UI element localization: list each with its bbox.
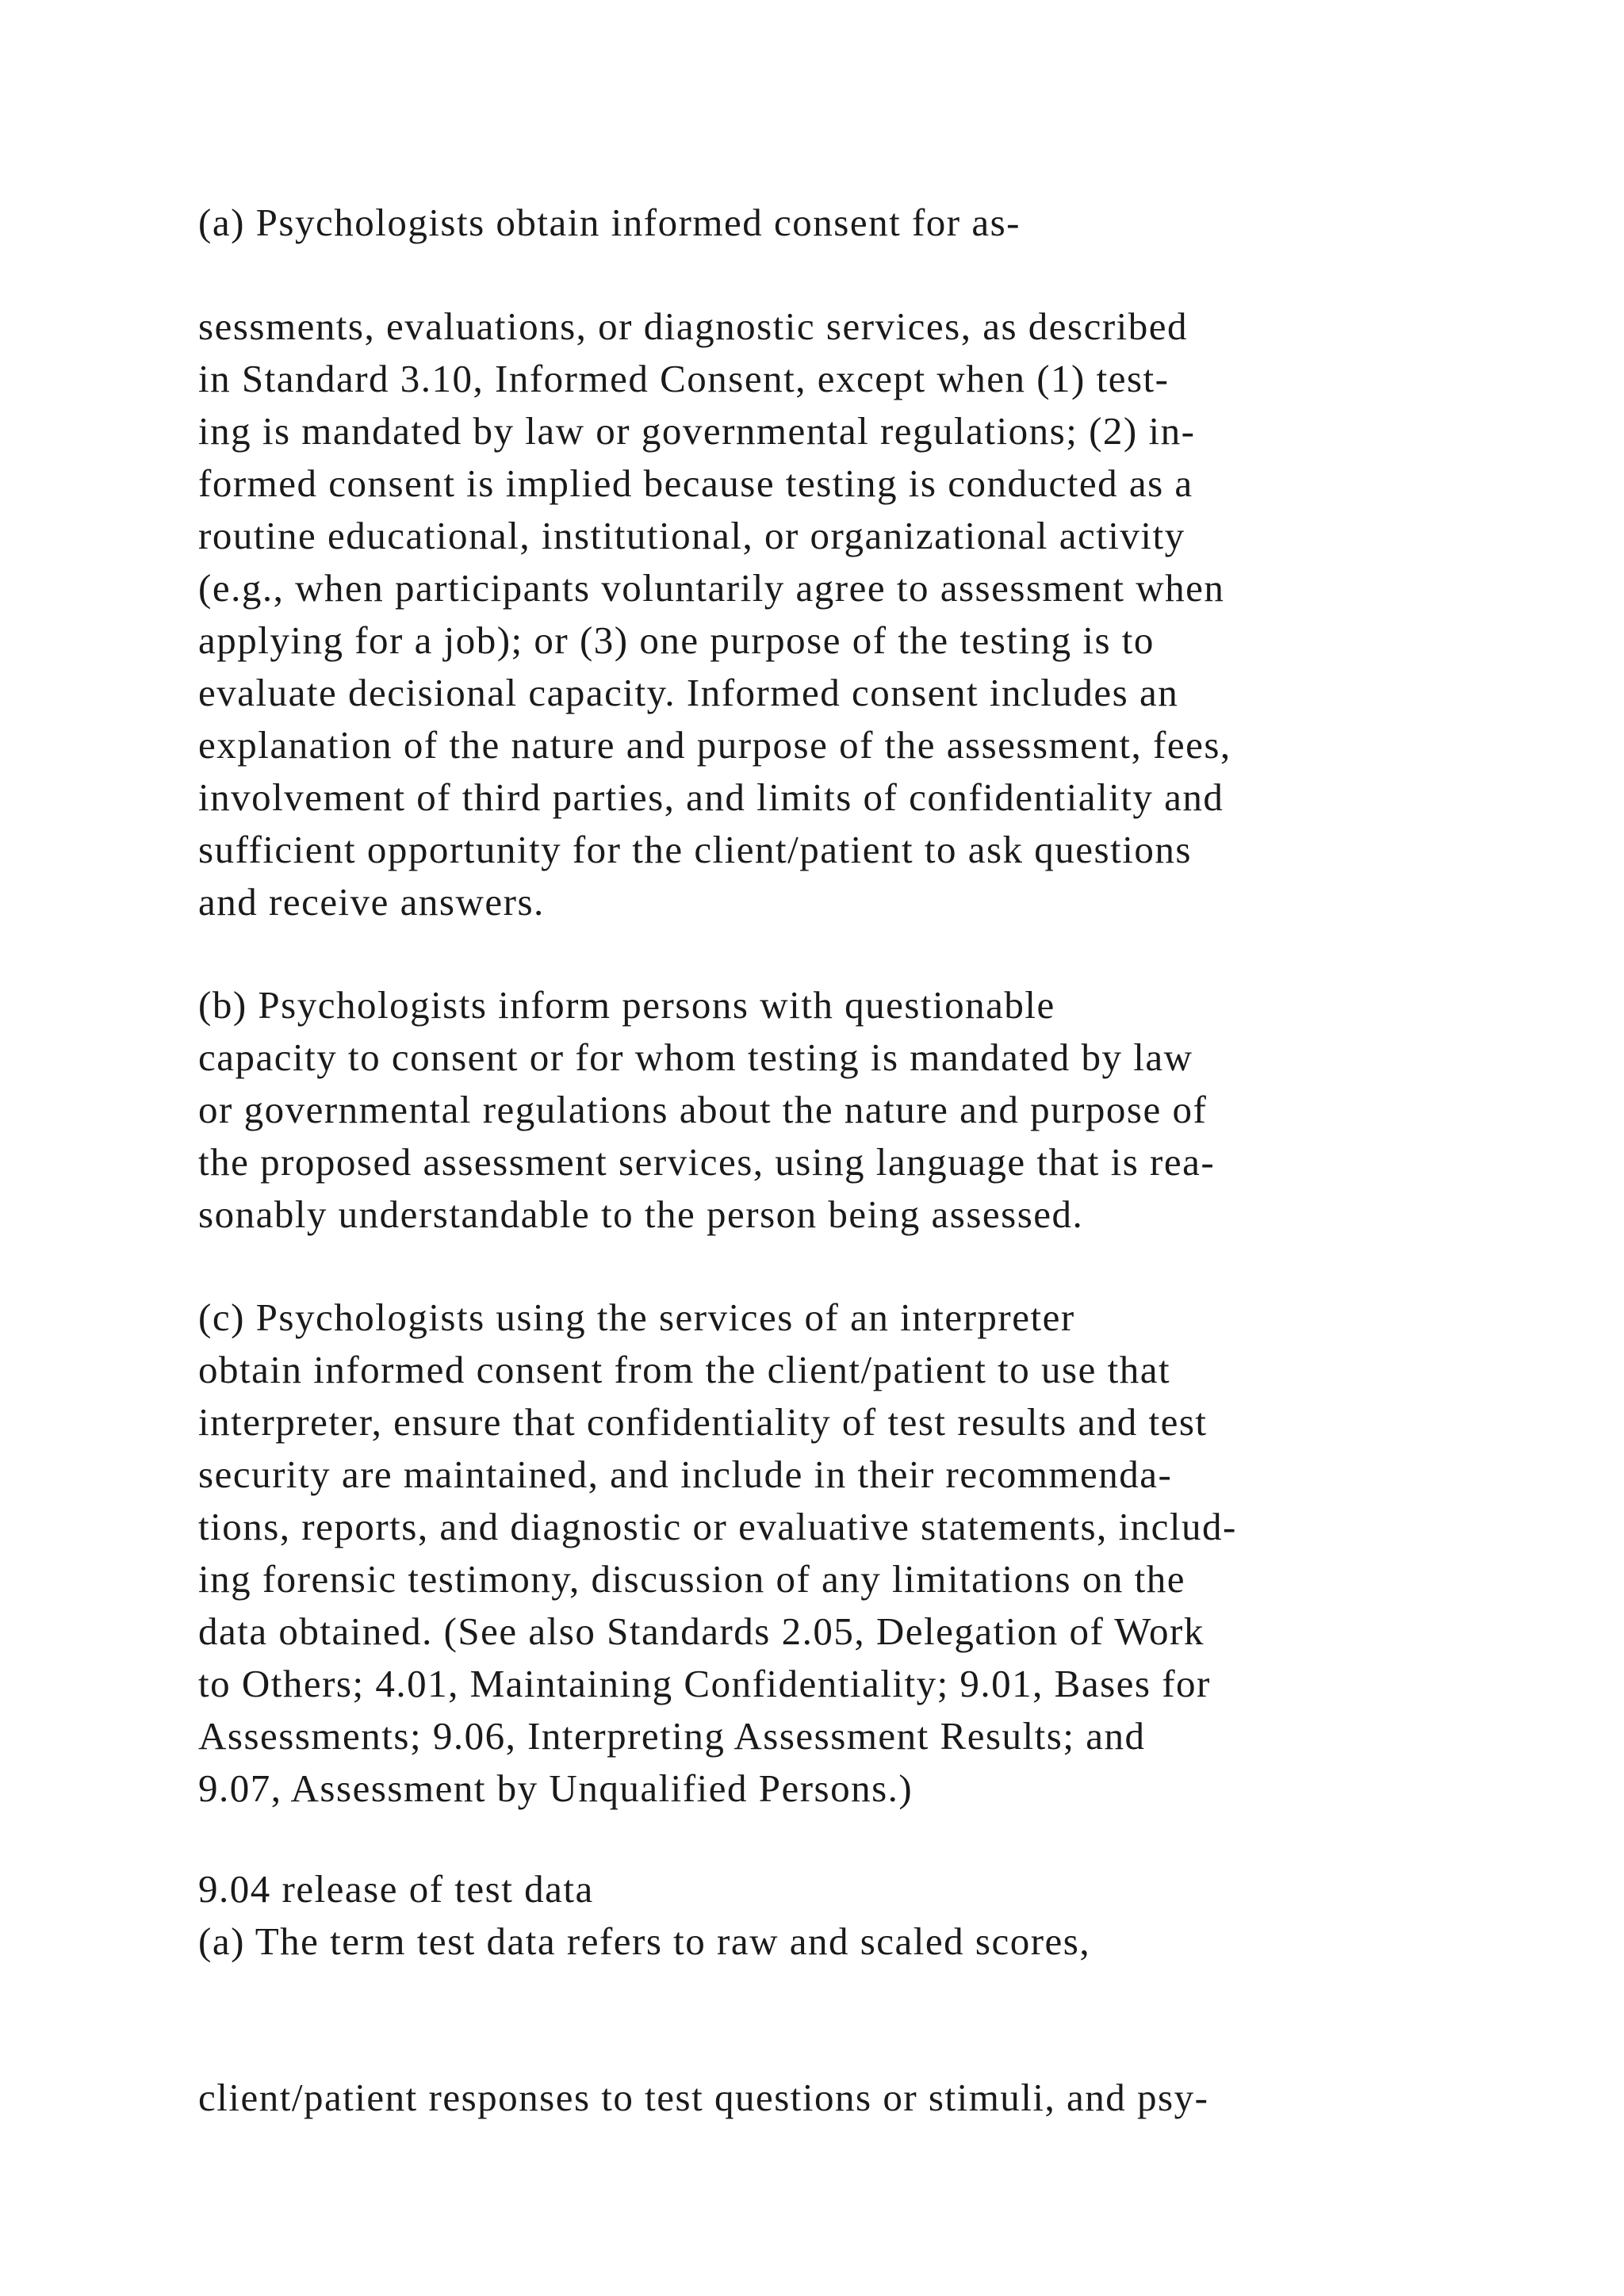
- paragraph-b-line: (b) Psychologists inform persons with questionable: [198, 983, 1055, 1027]
- paragraph-b-line: or governmental regulations about the nature and purpose of: [198, 1088, 1208, 1131]
- paragraph-a-line: ing is mandated by law or governmental regulations; (2) in-: [198, 409, 1196, 453]
- paragraph-a-line: sufficient opportunity for the client/patient to ask questions: [198, 828, 1192, 871]
- paragraph-a-line: formed consent is implied because testing is conducted as a: [198, 461, 1193, 505]
- paragraph-c-line: to Others; 4.01, Maintaining Confidentiality; 9.01, Bases for: [198, 1662, 1211, 1705]
- paragraph-b-line: sonably understandable to the person being assessed.: [198, 1192, 1084, 1236]
- paragraph-c-line: Assessments; 9.06, Interpreting Assessment Results; and: [198, 1714, 1146, 1758]
- section-line: (a) The term test data refers to raw and scaled scores,: [198, 1919, 1091, 1963]
- opening-line: (a) Psychologists obtain informed consent for as-: [198, 201, 1021, 244]
- paragraph-a-line: evaluate decisional capacity. Informed consent includes an: [198, 671, 1179, 714]
- paragraph-b-line: capacity to consent or for whom testing is mandated by law: [198, 1035, 1193, 1079]
- paragraph-a-line: routine educational, institutional, or organizational activity: [198, 514, 1185, 557]
- paragraph-c-line: obtain informed consent from the client/patient to use that: [198, 1348, 1171, 1391]
- paragraph-a-line: explanation of the nature and purpose of the assessment, fees,: [198, 723, 1231, 767]
- paragraph-a: [198, 300, 1507, 928]
- paragraph-a-line: involvement of third parties, and limits of confidentiality and: [198, 775, 1224, 819]
- paragraph-c-line: data obtained. (See also Standards 2.05, Delegation of Work: [198, 1609, 1205, 1653]
- section-9-04: [198, 1863, 1507, 1968]
- paragraph-c-line: tions, reports, and diagnostic or evaluative statements, includ-: [198, 1505, 1237, 1548]
- paragraph-c-line: security are maintained, and include in their recommenda-: [198, 1452, 1173, 1496]
- paragraph-c-line: interpreter, ensure that confidentiality of test results and test: [198, 1400, 1208, 1444]
- paragraph-c-line: ing forensic testimony, discussion of any limitations on the: [198, 1557, 1185, 1601]
- paragraph-b-line: the proposed assessment services, using language that is rea-: [198, 1140, 1216, 1184]
- paragraph-a-line: (e.g., when participants voluntarily agree to assessment when: [198, 566, 1225, 610]
- section-heading: 9.04 release of test data: [198, 1867, 594, 1911]
- paragraph-a-line: in Standard 3.10, Informed Consent, except when (1) test-: [198, 357, 1170, 400]
- paragraph-c-line: (c) Psychologists using the services of an interpreter: [198, 1295, 1075, 1339]
- paragraph-a-line: sessments, evaluations, or diagnostic services, as described: [198, 304, 1189, 348]
- paragraph-c-line: 9.07, Assessment by Unqualified Persons.): [198, 1766, 914, 1810]
- paragraph-a-line: and receive answers.: [198, 880, 545, 924]
- closing-line: client/patient responses to test questions or stimuli, and psy-: [198, 2076, 1209, 2119]
- paragraph-c: [198, 1292, 1507, 1815]
- paragraph-a-line: applying for a job); or (3) one purpose of the testing is to: [198, 618, 1155, 662]
- paragraph-b: [198, 979, 1507, 1241]
